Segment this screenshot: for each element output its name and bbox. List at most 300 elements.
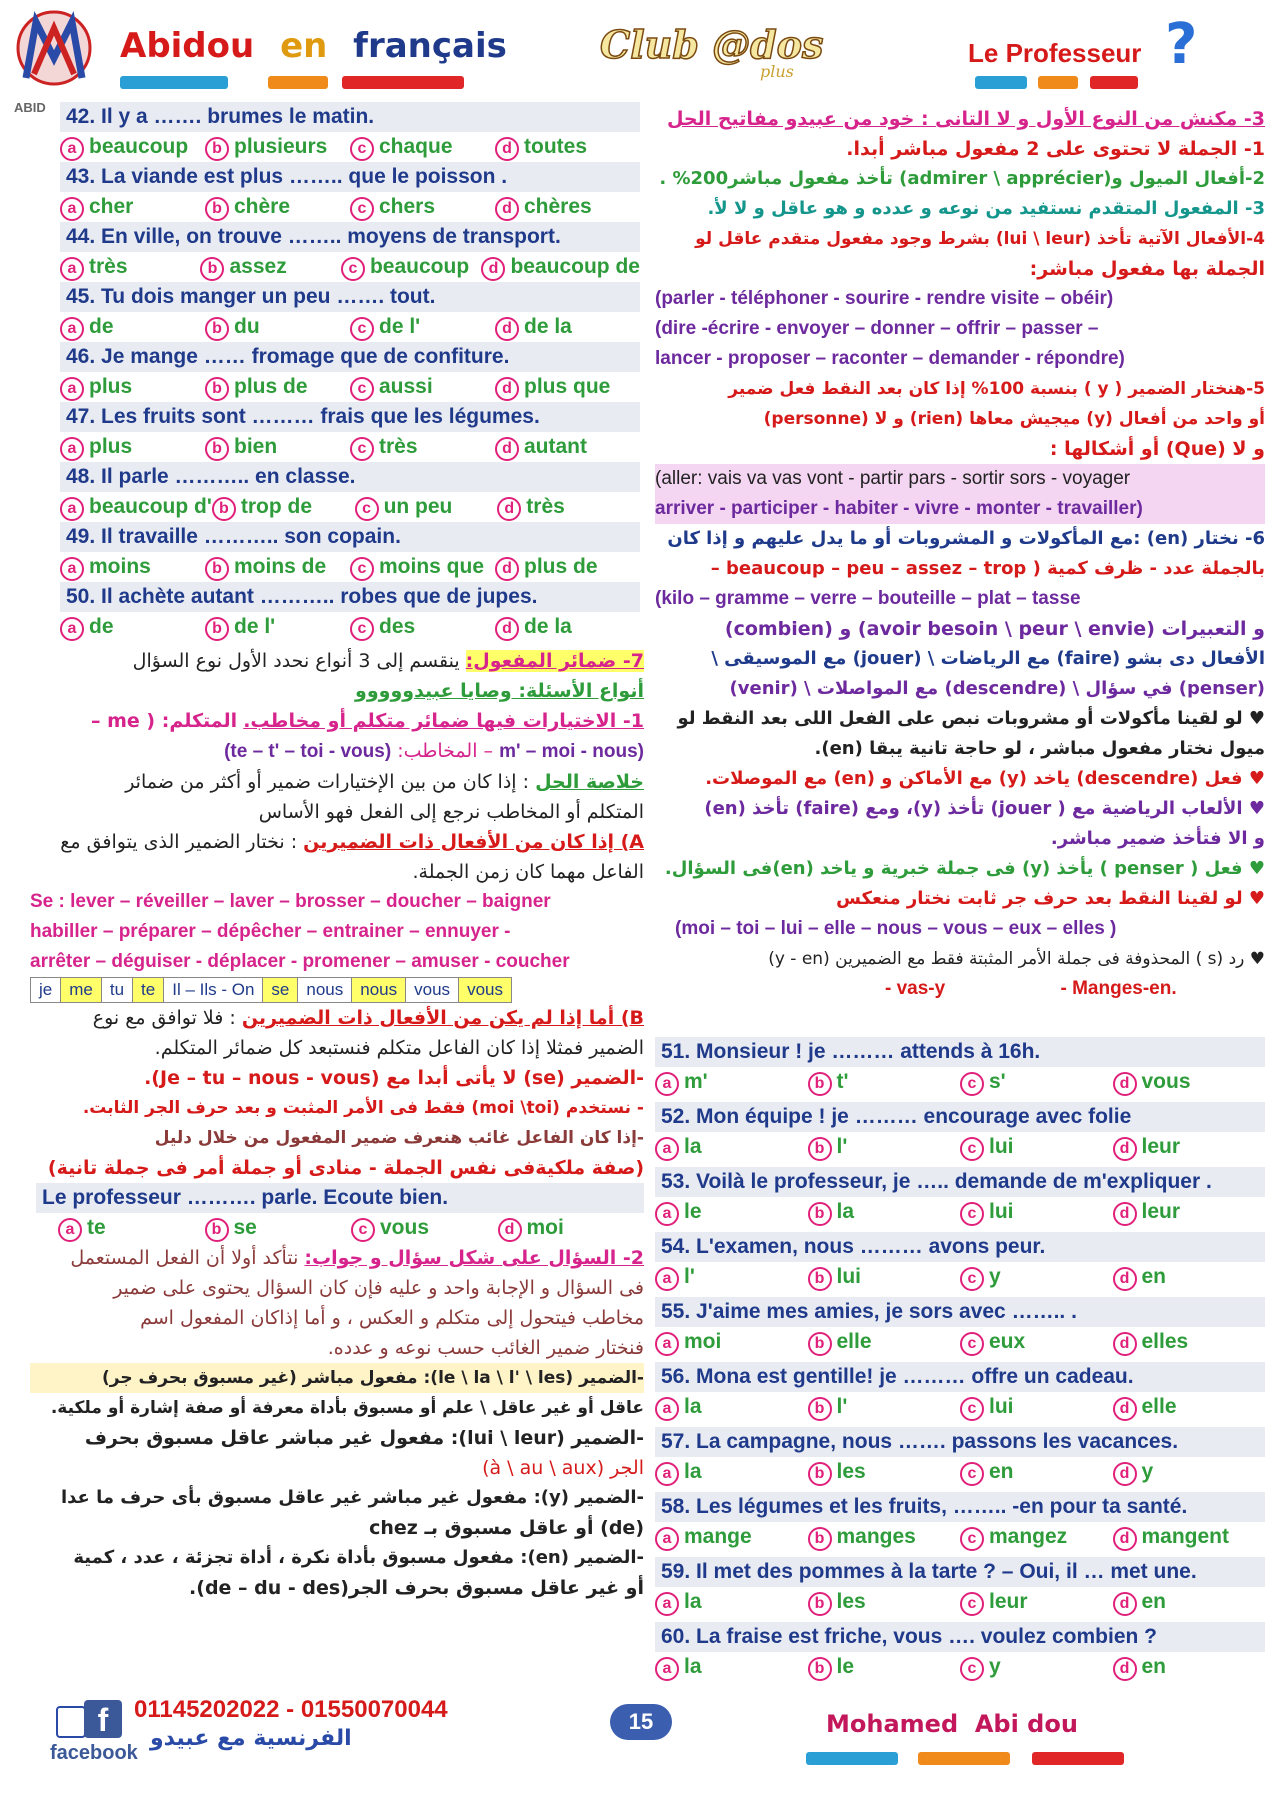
option-text: la xyxy=(684,1590,702,1613)
question-options xyxy=(655,1067,1265,1097)
r-line13: (aller: vais va vas vont - partir pars - sortir sors - voyager xyxy=(655,464,1265,494)
option-text: de la xyxy=(524,315,572,338)
s2-text2: فى السؤال و الإجابة واحد و عليه فإن كان السؤال يحتوى على ضمير xyxy=(113,1277,644,1299)
option-d[interactable] xyxy=(1113,1132,1266,1162)
option-text: beaucoup d' xyxy=(89,495,212,518)
option-a[interactable] xyxy=(655,1652,808,1682)
r-line30 xyxy=(655,974,1265,1004)
question-item xyxy=(40,582,640,642)
option-letter-badge: c xyxy=(960,1137,984,1161)
header-bar-orange xyxy=(268,76,328,89)
option-text: plusieurs xyxy=(234,135,328,158)
option-b[interactable] xyxy=(808,1457,961,1487)
option-letter-badge: d xyxy=(495,137,519,161)
option-letter-badge: b xyxy=(808,1592,832,1616)
option-text: chères xyxy=(524,195,592,218)
question-text: 53. Voilà le professeur, je ….. demande de m'expliquer . xyxy=(655,1167,1265,1197)
option-a[interactable] xyxy=(58,1213,205,1243)
question-item xyxy=(655,1362,1265,1422)
summary-text2: المتكلم أو المخاطب نرجع إلى الفعل فهو الأساس xyxy=(258,801,644,823)
option-text: elle xyxy=(1141,1395,1177,1418)
b-text1: : فلا توافق مع نوع xyxy=(92,1007,236,1029)
option-letter-badge: c xyxy=(350,437,374,461)
question-item xyxy=(655,1232,1265,1292)
option-text: se xyxy=(233,1216,257,1239)
option-letter-badge: d xyxy=(495,617,519,641)
moi-rule: - نستخدم (moi \toi) فقط فى الأمر المثبت و بعد حرف الجر الثابت. xyxy=(82,1098,644,1118)
club-plus: plus xyxy=(760,62,794,81)
question-item xyxy=(40,222,640,282)
option-letter-badge: d xyxy=(1113,1657,1137,1681)
example-question: Le professeur ………. parle. Ecoute bien. xyxy=(36,1183,644,1213)
option-a[interactable] xyxy=(60,312,205,342)
option-c[interactable] xyxy=(350,192,495,222)
option-b[interactable] xyxy=(808,1262,961,1292)
option-text: en xyxy=(1141,1590,1167,1613)
option-letter-badge: d xyxy=(1113,1137,1137,1161)
option-letter-badge: b xyxy=(205,317,229,341)
option-text: moins xyxy=(89,555,151,578)
option-letter-badge: a xyxy=(655,1527,679,1551)
option-c[interactable] xyxy=(960,1132,1113,1162)
r-line2: 1- الجملة لا تحتوى على 2 مفعول مباشر أبدا. xyxy=(846,138,1265,160)
r-line3: 2-أفعال الميول و(admirer \ apprécier) تأخذ مفعول مباشر200% . xyxy=(659,168,1265,189)
option-text: mange xyxy=(684,1525,752,1548)
option-text: lui xyxy=(989,1200,1014,1223)
option-b[interactable] xyxy=(808,1522,961,1552)
option-letter-badge: c xyxy=(960,1657,984,1681)
option-c[interactable] xyxy=(351,1213,498,1243)
option-text: moi xyxy=(526,1216,564,1239)
option-text: plus xyxy=(89,435,133,458)
header-bar-blue xyxy=(120,76,228,89)
option-letter-badge: b xyxy=(205,557,229,581)
option-a[interactable] xyxy=(60,612,205,642)
pronoun-lui2: الجر (à \ au \ aux) xyxy=(482,1457,644,1479)
option-b[interactable] xyxy=(205,552,350,582)
option-a[interactable] xyxy=(655,1132,808,1162)
option-letter-badge: a xyxy=(655,1397,679,1421)
option-a[interactable] xyxy=(60,192,205,222)
question-text: 47. Les fruits sont ……… frais que les légumes. xyxy=(60,402,640,432)
option-text: trop de xyxy=(240,495,313,518)
option-text: la xyxy=(684,1135,702,1158)
logo xyxy=(14,8,94,115)
option-letter-badge: c xyxy=(350,377,374,401)
option-letter-badge: a xyxy=(60,617,84,641)
summary-title: خلاصة الحل xyxy=(535,771,644,793)
option-text: y xyxy=(989,1265,1001,1288)
question-options xyxy=(40,432,640,462)
author-name: Mohamed Abi dou xyxy=(826,1710,1078,1738)
option-letter-badge: a xyxy=(655,1657,679,1681)
option-text: s' xyxy=(989,1070,1006,1093)
option-b[interactable] xyxy=(808,1327,961,1357)
option-d[interactable] xyxy=(1113,1587,1266,1617)
r-line23: ♥ فعل (descendre) ياخد (y) مع الأماكن و (en) مع الموصلات. xyxy=(705,768,1265,789)
brand-title xyxy=(120,26,507,66)
option-c[interactable] xyxy=(960,1652,1113,1682)
option-d[interactable] xyxy=(1113,1652,1266,1682)
option-letter-badge: b xyxy=(205,617,229,641)
option-letter-badge: c xyxy=(960,1267,984,1291)
option-d[interactable] xyxy=(498,1213,645,1243)
option-b[interactable] xyxy=(808,1587,961,1617)
option-letter-badge: c xyxy=(341,257,365,281)
option-b[interactable] xyxy=(205,132,350,162)
option-letter-badge: a xyxy=(655,1592,679,1616)
pronoun-cell: vous xyxy=(406,978,459,1003)
a-line xyxy=(30,827,644,857)
pronoun-cell: tu xyxy=(101,978,132,1003)
question-item xyxy=(40,342,640,402)
question-item xyxy=(40,162,640,222)
verbs-line2: habiller – préparer – dépêcher – entrainer – ennuyer - xyxy=(30,921,511,942)
option-b[interactable] xyxy=(808,1197,961,1227)
option-letter-badge: d xyxy=(1113,1072,1137,1096)
b-text2: الضمير فمثلا إذا كان الفاعل متكلم فنستبعد كل ضمائر المتكلم. xyxy=(154,1037,644,1059)
right-mcq-list xyxy=(655,1037,1265,1687)
option-letter-badge: c xyxy=(960,1202,984,1226)
r-line26: ♥ فعل ( penser ) يأخذ (y) فى جملة خبرية و ياخد (en)فى السؤال. xyxy=(664,858,1265,879)
s1-line2 xyxy=(30,736,644,767)
verbs-line1: Se : lever – réveiller – laver – brosser – doucher – baigner xyxy=(30,891,551,912)
option-text: en xyxy=(1141,1265,1167,1288)
prof-bar-red xyxy=(1090,76,1138,89)
question-item xyxy=(40,282,640,342)
r-line20: (penser) في سؤال \ (descendre) مع المواصلات \ (venir) xyxy=(729,678,1265,699)
pronoun-cell: nous xyxy=(298,978,352,1003)
brand-abidou: Abidou xyxy=(120,26,255,66)
club-logo xyxy=(600,22,830,82)
pronoun-cell: nous xyxy=(352,978,406,1003)
option-text: en xyxy=(989,1460,1014,1483)
question-text: 49. Il travaille ……….. son copain. xyxy=(60,522,640,552)
option-a[interactable] xyxy=(60,252,200,282)
r-line12: و لا (Que) أو أشكالها : xyxy=(1049,438,1265,460)
question-options xyxy=(655,1197,1265,1227)
r-line4: 3- المفعول المتقدم نستفيد من نوعه و عدده و هو عاقل و لا لأ. xyxy=(707,198,1265,219)
logo-text: ABID xyxy=(14,100,46,115)
question-text: 60. La fraise est friche, vous …. voulez combien ? xyxy=(655,1622,1265,1652)
option-letter-badge: b xyxy=(205,1218,229,1242)
option-letter-badge: a xyxy=(655,1202,679,1226)
option-text: chers xyxy=(379,195,436,218)
option-letter-badge: b xyxy=(205,377,229,401)
option-d[interactable] xyxy=(1113,1522,1266,1552)
left-rules xyxy=(30,646,644,1603)
option-d[interactable] xyxy=(1113,1457,1266,1487)
option-text: autant xyxy=(524,435,587,458)
option-c[interactable] xyxy=(350,432,495,462)
option-letter-badge: b xyxy=(808,1657,832,1681)
option-letter-badge: c xyxy=(355,497,379,521)
option-d[interactable] xyxy=(495,552,640,582)
option-letter-badge: d xyxy=(481,257,505,281)
question-options xyxy=(655,1327,1265,1357)
facebook-icon: f xyxy=(84,1700,122,1738)
a-title: A) إذا كان من الأفعال ذات الضميرين xyxy=(303,831,644,853)
r-line22: ميول نختار مفعول مباشر ، لو حاجة تانية يبقا (en). xyxy=(814,738,1265,759)
option-d[interactable] xyxy=(1113,1327,1266,1357)
header-bar-red xyxy=(342,76,464,89)
option-b[interactable] xyxy=(205,612,350,642)
option-c[interactable] xyxy=(350,312,495,342)
option-letter-badge: d xyxy=(1113,1332,1137,1356)
option-text: un peu xyxy=(383,495,453,518)
option-d[interactable] xyxy=(495,612,640,642)
option-text: de l' xyxy=(234,615,276,638)
question-options xyxy=(40,312,640,342)
r-line16: بالجملة عدد - ظرف كمية ( beaucoup – peu – assez – trop – xyxy=(710,558,1265,579)
option-c[interactable] xyxy=(341,252,481,282)
option-letter-badge: c xyxy=(960,1527,984,1551)
question-item xyxy=(655,1492,1265,1552)
question-mark-icon: ? xyxy=(1165,12,1198,77)
pronoun-en: -الضمير (en): مفعول مسبوق بأداة نكرة ، أداة تجزئة ، عدد ، كمية xyxy=(73,1547,644,1568)
option-letter-badge: d xyxy=(1113,1592,1137,1616)
r-line28: (moi – toi – lui – elle – nous – vous – eux – elles ) xyxy=(675,918,1117,939)
s1-title: 1- الاختيارات فيها ضمائر متكلم أو مخاطب. xyxy=(243,710,644,732)
option-text: de l' xyxy=(379,315,421,338)
question-item xyxy=(40,522,640,582)
r-line7: (parler - téléphoner - sourire - rendre visite – obéir) xyxy=(655,288,1114,309)
option-d[interactable] xyxy=(481,252,640,282)
option-b[interactable] xyxy=(205,192,350,222)
option-c[interactable] xyxy=(350,372,495,402)
option-a[interactable] xyxy=(60,132,205,162)
option-a[interactable] xyxy=(655,1262,808,1292)
option-text: vous xyxy=(380,1216,430,1239)
option-letter-badge: a xyxy=(655,1072,679,1096)
option-letter-badge: b xyxy=(205,137,229,161)
r-line18: و التعبيرات (avoir besoin \ peur \ envie) و (combien) xyxy=(724,618,1265,640)
option-letter-badge: b xyxy=(808,1202,832,1226)
option-a[interactable] xyxy=(60,492,212,522)
footer-bar-red xyxy=(1032,1752,1124,1765)
option-c[interactable] xyxy=(960,1067,1113,1097)
r-line6: الجملة بها مفعول مباشر: xyxy=(1029,258,1265,280)
option-d[interactable] xyxy=(495,132,640,162)
s1-line xyxy=(30,706,644,736)
right-rules xyxy=(655,104,1265,1004)
question-options xyxy=(40,372,640,402)
option-a[interactable] xyxy=(60,552,205,582)
pronoun-cell: je xyxy=(31,978,61,1003)
option-text: bien xyxy=(234,435,278,458)
question-text: 59. Il met des pommes à la tarte ? – Oui, il … met une. xyxy=(655,1557,1265,1587)
question-text: 54. L'examen, nous ……… avons peur. xyxy=(655,1232,1265,1262)
option-letter-badge: d xyxy=(1113,1202,1137,1226)
question-text: 45. Tu dois manger un peu ……. tout. xyxy=(60,282,640,312)
question-options xyxy=(655,1522,1265,1552)
s2-title: 2- السؤال على شكل سؤال و جواب: xyxy=(304,1247,644,1269)
option-d[interactable] xyxy=(495,432,640,462)
question-options xyxy=(655,1587,1265,1617)
option-letter-badge: a xyxy=(60,137,84,161)
option-text: du xyxy=(234,315,260,338)
example-options xyxy=(30,1213,644,1243)
s1-speaker2: (m' – moi - nous xyxy=(499,741,644,762)
option-a[interactable] xyxy=(655,1327,808,1357)
option-text: la xyxy=(684,1460,702,1483)
option-a[interactable] xyxy=(60,432,205,462)
option-letter-badge: c xyxy=(350,197,374,221)
option-text: moins de xyxy=(234,555,327,578)
option-d[interactable] xyxy=(1113,1197,1266,1227)
option-c[interactable] xyxy=(960,1457,1113,1487)
option-letter-badge: c xyxy=(960,1072,984,1096)
option-letter-badge: c xyxy=(960,1397,984,1421)
question-text: 57. La campagne, nous ……. passons les vacances. xyxy=(655,1427,1265,1457)
option-c[interactable] xyxy=(960,1197,1113,1227)
option-c[interactable] xyxy=(350,552,495,582)
logo-icon xyxy=(14,8,94,98)
option-letter-badge: a xyxy=(60,437,84,461)
option-c[interactable] xyxy=(350,612,495,642)
option-c[interactable] xyxy=(960,1587,1113,1617)
option-d[interactable] xyxy=(1113,1067,1266,1097)
option-a[interactable] xyxy=(655,1587,808,1617)
pronoun-cell: Il – Ils - On xyxy=(164,978,263,1003)
option-text: la xyxy=(684,1655,702,1678)
option-b[interactable] xyxy=(205,372,350,402)
option-b[interactable] xyxy=(205,1213,352,1243)
question-options xyxy=(655,1652,1265,1682)
page-number: 15 xyxy=(610,1704,672,1740)
option-letter-badge: a xyxy=(60,497,84,521)
question-item xyxy=(655,1102,1265,1162)
pronoun-table xyxy=(30,977,512,1003)
question-options xyxy=(40,252,640,282)
r-line1: 3- مكنش من النوع الأول و لا التانى : خود من عبيدو مفاتيح الحل xyxy=(666,108,1265,130)
r-vas-y: - vas-y xyxy=(885,978,946,999)
option-text: elle xyxy=(836,1330,872,1353)
r-line17: (kilo – gramme – verre – bouteille – plat – tasse xyxy=(655,588,1081,609)
option-letter-badge: c xyxy=(960,1462,984,1486)
option-letter-badge: d xyxy=(1113,1397,1137,1421)
option-a[interactable] xyxy=(60,372,205,402)
option-c[interactable] xyxy=(960,1392,1113,1422)
option-a[interactable] xyxy=(655,1457,808,1487)
option-letter-badge: b xyxy=(808,1072,832,1096)
option-text: vous xyxy=(1141,1070,1191,1093)
option-text: eux xyxy=(989,1330,1026,1353)
r-line15: 6- نختار (en) :مع المأكولات و المشروبات أو ما يدل عليهم و إذا كان xyxy=(667,528,1265,549)
option-letter-badge: d xyxy=(497,497,521,521)
question-text: 50. Il achète autant ……….. robes que de jupes. xyxy=(60,582,640,612)
option-text: moi xyxy=(684,1330,722,1353)
option-a[interactable] xyxy=(655,1392,808,1422)
summary-line xyxy=(30,767,644,797)
option-text: beaucoup xyxy=(369,255,470,278)
option-d[interactable] xyxy=(495,312,640,342)
option-text: moins que xyxy=(379,555,485,578)
pronoun-lui: -الضمير (lui \ leur): مفعول غير مباشر عاقل مسبوق بحرف xyxy=(84,1427,644,1449)
option-c[interactable] xyxy=(960,1522,1113,1552)
option-letter-badge: b xyxy=(205,197,229,221)
option-letter-badge: c xyxy=(351,1218,375,1242)
option-a[interactable] xyxy=(655,1067,808,1097)
question-item xyxy=(40,102,640,162)
question-options xyxy=(655,1132,1265,1162)
option-c[interactable] xyxy=(960,1327,1113,1357)
option-letter-badge: a xyxy=(60,257,84,281)
option-letter-badge: c xyxy=(960,1592,984,1616)
b-title: B) أما إذا لم يكن من الأفعال ذات الضميرين xyxy=(241,1007,644,1029)
option-letter-badge: d xyxy=(495,377,519,401)
r-line29: ♥ رد (s ) المحذوفة فى جملة الأمر المثبتة فقط مع الضميرين (y - en) xyxy=(768,949,1265,969)
option-b[interactable] xyxy=(808,1392,961,1422)
option-letter-badge: b xyxy=(808,1137,832,1161)
brand-en: en xyxy=(280,26,328,66)
option-text: les xyxy=(836,1590,866,1613)
option-b[interactable] xyxy=(205,312,350,342)
summary-text1: : إذا كان من بين الإختيارات ضمير أو أكثر من ضمائر xyxy=(125,771,530,793)
option-letter-badge: b xyxy=(808,1397,832,1421)
option-c[interactable] xyxy=(960,1262,1113,1292)
option-d[interactable] xyxy=(1113,1392,1266,1422)
option-b[interactable] xyxy=(200,252,340,282)
r-line27: ♥ لو لقينا النقط بعد حرف جر ثابت نختار منعكس xyxy=(836,888,1265,909)
option-d[interactable] xyxy=(495,192,640,222)
question-item xyxy=(655,1297,1265,1357)
option-a[interactable] xyxy=(655,1197,808,1227)
s1-addressee-lbl: – المخاطب: xyxy=(397,740,494,762)
option-b[interactable] xyxy=(205,432,350,462)
prof-bar-blue xyxy=(975,76,1027,89)
r-manges-en: - Manges-en. xyxy=(1060,978,1177,999)
question-text: 46. Je mange …… fromage que de confiture. xyxy=(60,342,640,372)
professor-title: Le Professeur xyxy=(968,38,1142,68)
question-text: 44. En ville, on trouve …….. moyens de transport. xyxy=(60,222,640,252)
option-text: le xyxy=(836,1655,855,1678)
pronoun-le: -الضمير (le \ la \ l' \ les): مفعول مباشر (غير مسبوق بحرف جر) xyxy=(30,1363,644,1393)
option-d[interactable] xyxy=(1113,1262,1266,1292)
like-icon xyxy=(56,1706,86,1738)
option-b[interactable] xyxy=(808,1132,961,1162)
option-text: leur xyxy=(1141,1200,1181,1223)
option-text: beaucoup de xyxy=(510,255,640,278)
option-text: très xyxy=(379,435,418,458)
footer-bar-blue xyxy=(806,1752,898,1765)
option-text: cher xyxy=(89,195,134,218)
option-text: l' xyxy=(836,1135,848,1158)
option-d[interactable] xyxy=(495,372,640,402)
option-letter-badge: a xyxy=(60,197,84,221)
question-options xyxy=(40,612,640,642)
option-a[interactable] xyxy=(655,1522,808,1552)
option-d[interactable] xyxy=(497,492,640,522)
absent-rule2: (صفة ملكيةفى نفس الجملة - منادى أو جملة أمر فى جملة تانية) xyxy=(47,1157,644,1179)
r-line24: ♥ الألعاب الرياضية مع ( jouer) تأخذ (y)، ومع (faire) تأخذ (en) xyxy=(704,798,1265,819)
option-b[interactable] xyxy=(808,1067,961,1097)
option-b[interactable] xyxy=(808,1652,961,1682)
option-text: aussi xyxy=(379,375,433,398)
s2-text1: نتأكد أولا أن الفعل المستعمل xyxy=(70,1247,299,1269)
option-text: l' xyxy=(836,1395,848,1418)
question-item xyxy=(40,462,640,522)
option-letter-badge: b xyxy=(808,1267,832,1291)
option-letter-badge: c xyxy=(350,317,374,341)
option-letter-badge: d xyxy=(498,1218,522,1242)
question-item xyxy=(655,1427,1265,1487)
option-c[interactable] xyxy=(350,132,495,162)
option-c[interactable] xyxy=(355,492,498,522)
question-text: 42. Il y a ……. brumes le matin. xyxy=(60,102,640,132)
option-b[interactable] xyxy=(212,492,355,522)
s2-line xyxy=(30,1243,644,1273)
